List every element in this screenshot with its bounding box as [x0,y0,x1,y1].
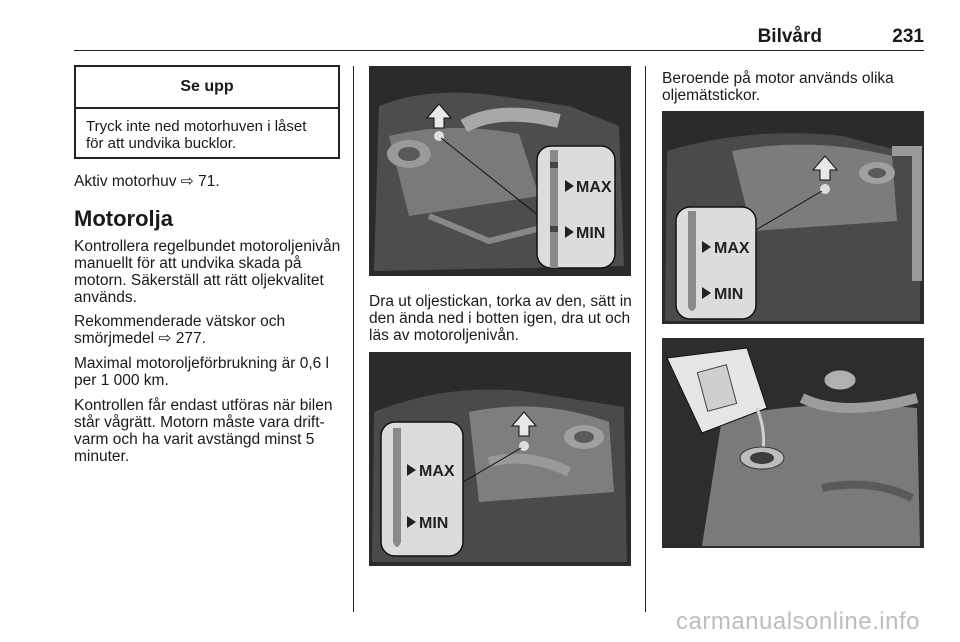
caution-body: Tryck inte ned motorhuven i låset för att undvika bucklor. [86,118,307,152]
min-label: MIN [419,515,449,532]
ref-active-bonnet: Aktiv motorhuv ⇨ 71. [74,173,220,190]
column-separator-2 [645,66,646,612]
right-intro-text: Beroende på motor används olika oljemätstickor. [662,70,894,104]
engine-illustration [369,352,631,566]
figure-dipstick-1 [369,66,631,276]
column-separator-1 [353,66,354,612]
paragraph-check-oil: Kontrollera regelbundet motoroljenivån manuellt för att undvika skada på motorn. Säkerställ att rätt oljekvalitet används. [74,238,341,306]
max-label: MAX [419,463,455,480]
watermark: carmanualsonline.info [676,608,920,635]
paragraph-consumption: Maximal motoroljeförbrukning är 0,6 l per 1 000 km. [74,355,329,389]
max-label: MAX [576,179,612,196]
oil-filling-illustration [662,338,924,548]
page-header-title: Bilvård [757,26,822,47]
engine-illustration [369,66,631,276]
engine-illustration [662,111,924,324]
min-label: MIN [714,286,744,303]
paragraph-conditions: Kontrollen får endast utföras när bilen står vågrätt. Motorn måste vara driftvarm och ha varit avstängd minst 5 minuter. [74,397,333,465]
figure-oil-filling [662,338,924,548]
min-label: MIN [576,225,606,242]
figure-caption: Dra ut oljestickan, torka av den, sätt in den ända ned i botten igen, dra ut och läs av motoroljenivån. [369,293,632,344]
caution-box [74,65,340,159]
figure-dipstick-2 [369,352,631,566]
page-number: 231 [892,26,924,47]
paragraph-fluids-ref: Rekommenderade vätskor och smörjmedel ⇨ 277. [74,313,286,347]
header-rule [74,50,924,51]
section-title: Motorolja [74,206,173,231]
figure-dipstick-3 [662,111,924,324]
max-label: MAX [714,240,750,257]
caution-heading: Se upp [76,67,338,109]
